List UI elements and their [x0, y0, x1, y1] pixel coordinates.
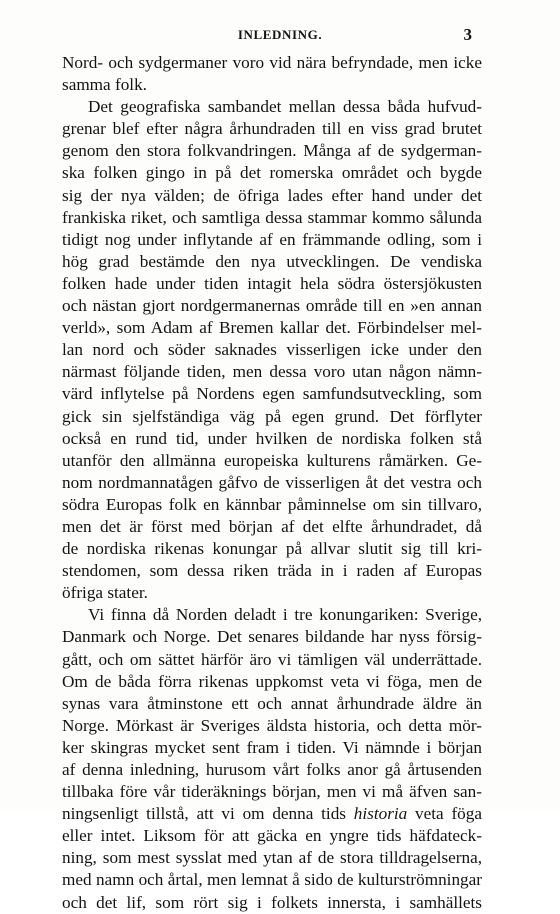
text-line: med namn och årtal, men lemnat å sido de kulturströmningar [62, 870, 482, 890]
body-text [62, 52, 482, 914]
text-line: grenar blef efter några århundraden till en viss grad brutet [62, 119, 482, 139]
text-line: folken hade under tiden intagit hela södra östersjökusten [62, 273, 482, 293]
text-line: men det är först med början af det elfte århundradet, då [62, 516, 482, 536]
emphasized-word: historia [353, 804, 408, 824]
text-line: verld», som Adam af Bremen kallar det. Förbindelser mel- [62, 318, 482, 338]
text-line: samma folk. [62, 75, 147, 95]
text-line: genom den stora folkvandringen. Många af de sydgerman- [62, 141, 482, 161]
text-line: ningsenligt tillstå, att vi om denna tids historia veta föga [62, 804, 482, 824]
text-line: södra Europas folk en kännbar påminnelse om sin tillvaro, [62, 494, 482, 514]
text-line: Norge. Mörkast är Sveriges äldsta historia, och detta mör- [62, 715, 482, 735]
text-line: öfriga stater. [62, 583, 148, 603]
text-line: synas vara åtminstone ett och annat århundrade äldre än [62, 693, 482, 713]
text-line: och nästan gjort nordgermanernas område till en »en annan [62, 296, 482, 316]
text-line: hög grad bestämde den nya utvecklingen. De vendiska [62, 251, 482, 271]
text-line: nom nordmannatågen gåfvo de visserligen åt det vestra och [62, 472, 482, 492]
text-line: gick sin sjelfständiga väg på egen grund. Det förflyter [62, 406, 482, 426]
text-line: tidigt nog under inflytande af en främmande odling, som i [62, 229, 482, 249]
running-title: INLEDNING. [237, 27, 323, 42]
running-head [0, 27, 560, 47]
text-line: frankiska riket, och samtliga dessa stammar kommo sålunda [62, 207, 482, 227]
page-number: 3 [463, 25, 472, 44]
text-line: de nordiska rikenas konungar på allvar slutit sig till kri- [62, 539, 482, 559]
text-line: närmast följande tiden, men dessa voro utan någon nämn- [62, 362, 482, 382]
text-line: Om de båda förra rikenas uppkomst veta vi föga, men de [62, 671, 482, 691]
text-line: tillbaka före vår tideräknings början, men vi må äfven san- [62, 782, 482, 802]
text-line: värd inflytelse på Nordens egen samfundsutveckling, som [62, 384, 482, 404]
text-line: och det lif, som rört sig i folkets innersta, i samhällets [62, 892, 482, 912]
text-line: Nord- och sydgermaner voro vid nära befryndade, men icke [62, 53, 482, 72]
text-line: gått, och om sättet härför äro vi tämligen väl underrättade. [62, 649, 482, 669]
text-line: ker skingras mycket sent fram i tiden. Vi nämnde i början [62, 737, 482, 757]
text-line: lan nord och söder saknades visserligen icke under den [62, 340, 482, 360]
text-line: af denna inledning, hurusom vårt folks anor gå årtusenden [62, 760, 482, 779]
text-line: utanför den allmänna europeiska kulturens råmärken. Ge- [62, 450, 482, 470]
text-line: Det geografiska sambandet mellan dessa båda hufvud- [88, 97, 482, 117]
text-line: också en rund tid, under hvilken de nordiska folken stå [62, 428, 482, 448]
text-line: ska folken gingo in på det romerska området och bygde [62, 163, 482, 183]
text-line: stendomen, som dessa riken träda in i raden af Europas [62, 561, 482, 581]
text-line: sig der nya välden; de öfriga lades efter hand under det [62, 185, 482, 205]
text-line: ning, som mest sysslat med ytan af de stora tilldragelserna, [62, 848, 482, 868]
text-line: Danmark och Norge. Det senares bildande har nyss försig- [62, 627, 482, 647]
text-line: eller intet. Liksom för att gäcka en yngre tids häfdateck- [62, 826, 482, 846]
text-line: Vi finna då Norden deladt i tre konungariken: Sverige, [88, 605, 482, 625]
